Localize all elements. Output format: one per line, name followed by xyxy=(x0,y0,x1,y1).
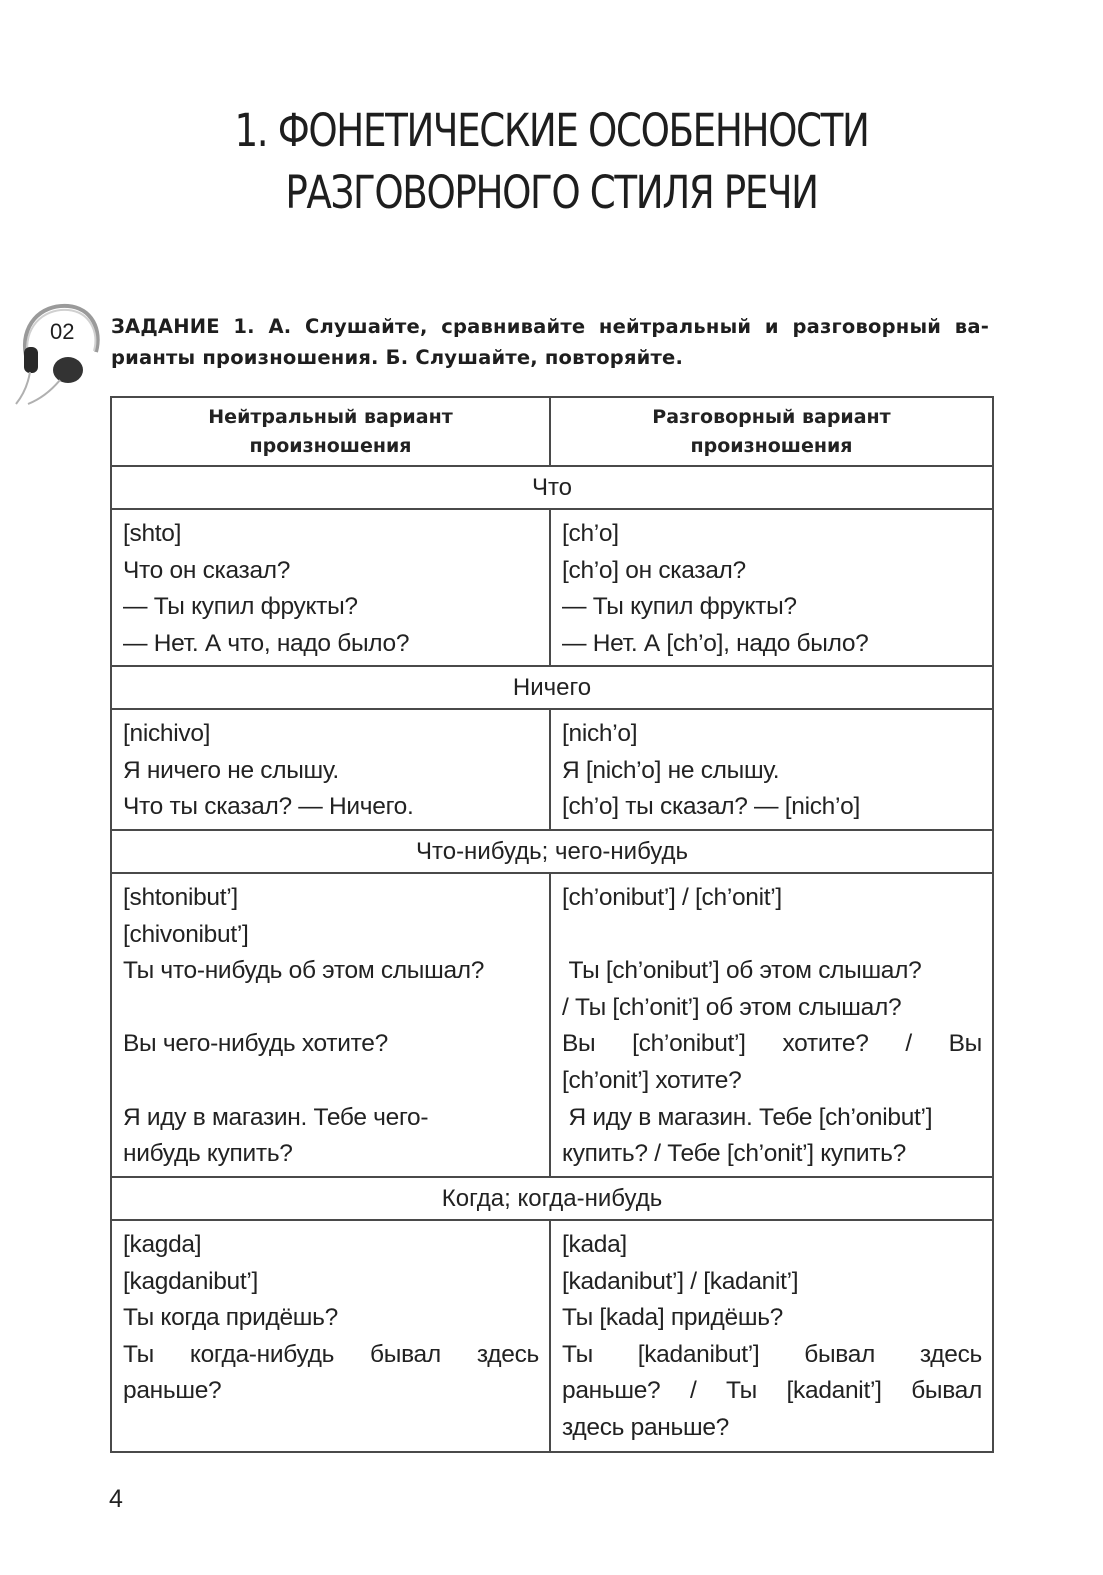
table-row xyxy=(111,1220,993,1452)
colloquial-line: Ты [kadanibut’] бывал здесь xyxy=(562,1340,982,1368)
task-instruction xyxy=(111,311,989,373)
section-title: Что-нибудь; чего-нибудь xyxy=(111,830,993,873)
neutral-line: Ты что-нибудь об этом слышал? xyxy=(123,957,485,985)
colloquial-line: Ты [ch’onibut’] об этом слышал? xyxy=(562,957,922,985)
neutral-line: Я иду в магазин. Тебе чего- xyxy=(123,1103,429,1131)
section-title: Ничего xyxy=(111,666,993,709)
neutral-cell xyxy=(111,709,550,830)
table-row xyxy=(111,873,993,1177)
audio-track-badge xyxy=(10,300,105,405)
colloquial-line: Я иду в магазин. Тебе [ch’onibut’] xyxy=(562,1103,933,1131)
neutral-line: [shto] xyxy=(123,520,182,547)
neutral-line: Ты когда придёшь? xyxy=(123,1304,338,1332)
colloquial-line: раньше? / Ты [kadanit’] бывал xyxy=(562,1377,982,1405)
page-number: 4 xyxy=(109,1485,123,1513)
neutral-line: — Нет. А что, надо было? xyxy=(123,629,410,657)
colloquial-cell xyxy=(550,1220,993,1452)
colloquial-line: [kada] xyxy=(562,1231,627,1258)
section-row xyxy=(111,830,993,873)
page-title xyxy=(44,100,1059,224)
colloquial-line: [ch’o] он сказал? xyxy=(562,556,746,584)
colloquial-cell xyxy=(550,873,993,1177)
colloquial-line: — Нет. А [ch’o], надо было? xyxy=(562,629,869,657)
neutral-cell xyxy=(111,509,550,666)
neutral-line: раньше? xyxy=(123,1377,222,1405)
neutral-line: — Ты купил фрукты? xyxy=(123,593,358,621)
colloquial-line: [ch’o] xyxy=(562,520,619,547)
neutral-line: [nichivo] xyxy=(123,720,211,747)
audio-track-number: 02 xyxy=(50,319,75,344)
colloquial-line: Ты [kada] придёшь? xyxy=(562,1304,783,1332)
neutral-line: Что ты сказал? — Ничего. xyxy=(123,793,414,821)
colloquial-cell xyxy=(550,709,993,830)
table-row xyxy=(111,509,993,666)
colloquial-line: [ch’onit’] хотите? xyxy=(562,1066,742,1094)
header-colloquial: Разговорный вариант произношения xyxy=(550,397,993,466)
neutral-cell xyxy=(111,1220,550,1452)
neutral-cell xyxy=(111,873,550,1177)
neutral-line: Вы чего-нибудь хотите? xyxy=(123,1030,388,1058)
neutral-line: нибудь купить? xyxy=(123,1140,293,1168)
neutral-line: Ты когда-нибудь бывал здесь xyxy=(123,1340,539,1368)
task-instruction-line-2: рианты произношения. Б. Слушайте, повторяйте. xyxy=(111,346,684,369)
colloquial-line: [ch’onibut’] / [ch’onit’] xyxy=(562,884,782,911)
section-row xyxy=(111,466,993,509)
page-title-line-1: 1. ФОНЕТИЧЕСКИЕ ОСОБЕННОСТИ xyxy=(234,104,869,157)
neutral-line: [kagdanibut’] xyxy=(123,1267,259,1295)
section-title: Что xyxy=(111,466,993,509)
neutral-line: Что он сказал? xyxy=(123,556,291,584)
neutral-line: [chivonibut’] xyxy=(123,920,249,948)
table-row xyxy=(111,709,993,830)
colloquial-line: / Ты [ch’onit’] об этом слышал? xyxy=(562,993,902,1021)
neutral-line: [shtonibut’] xyxy=(123,884,238,911)
colloquial-line: — Ты купил фрукты? xyxy=(562,593,797,621)
pronunciation-table xyxy=(110,396,994,1453)
header-neutral: Нейтральный вариант произношения xyxy=(111,397,550,466)
colloquial-cell xyxy=(550,509,993,666)
section-row xyxy=(111,1177,993,1220)
section-title: Когда; когда-нибудь xyxy=(111,1177,993,1220)
colloquial-line: [nich’o] xyxy=(562,720,638,747)
colloquial-line: [kadanibut’] / [kadanit’] xyxy=(562,1267,799,1295)
section-row xyxy=(111,666,993,709)
colloquial-line: здесь раньше? xyxy=(562,1413,729,1441)
page-title-line-2: РАЗГОВОРНОГО СТИЛЯ РЕЧИ xyxy=(285,166,818,219)
table-header-row xyxy=(111,397,993,466)
colloquial-line: купить? / Тебе [ch’onit’] купить? xyxy=(562,1140,906,1168)
colloquial-line: Вы [ch’onibut’] хотите? / Вы xyxy=(562,1030,982,1058)
neutral-line: Я ничего не слышу. xyxy=(123,756,339,784)
neutral-line: [kagda] xyxy=(123,1231,202,1258)
colloquial-line: [ch’o] ты сказал? — [nich’o] xyxy=(562,793,860,821)
task-instruction-line-1: ЗАДАНИЕ 1. А. Слушайте, сравнивайте нейтральный и разговорный ва- xyxy=(111,315,989,338)
headphones-icon xyxy=(10,300,105,405)
colloquial-line: Я [nich’o] не слышу. xyxy=(562,756,780,784)
